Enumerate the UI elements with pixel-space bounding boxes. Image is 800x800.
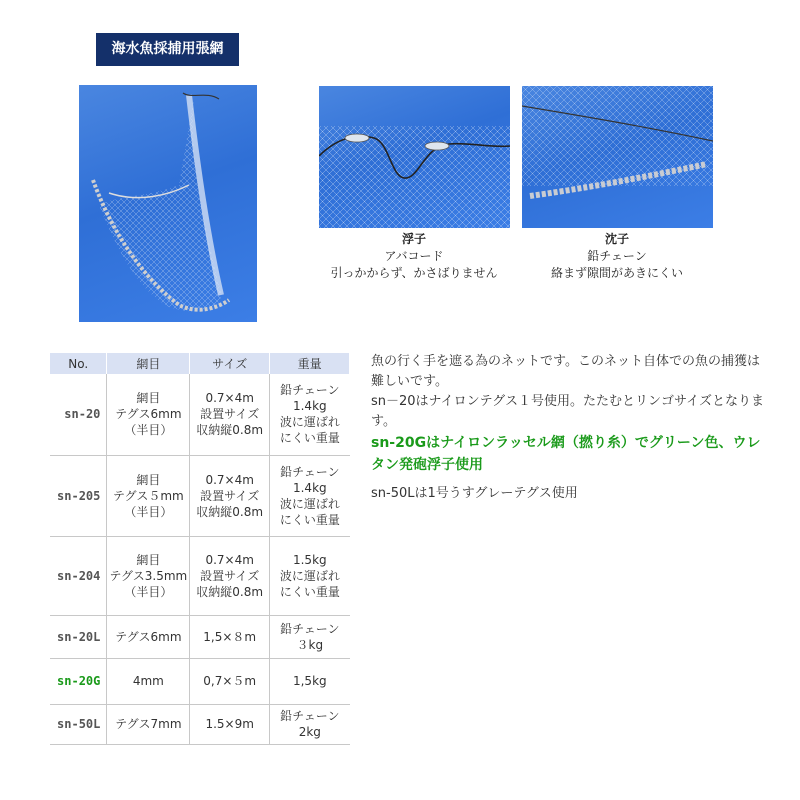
cell-line: 1.4kg [292, 399, 327, 414]
cell-line: 1,5kg [292, 674, 327, 688]
sinker-caption-line1: 鉛チェーン [587, 249, 647, 263]
row-weight [270, 536, 350, 615]
row-no: sn-20G [50, 658, 107, 704]
table-header-row [50, 353, 350, 374]
row-size [190, 658, 270, 704]
cell-line: （半目） [124, 504, 173, 519]
cell-line: にくい重量 [279, 584, 340, 599]
description-paragraph: sn－20はナイロンテグス１号使用。たたむとリンゴサイズとなります。 [371, 394, 764, 429]
sinker-caption [510, 231, 724, 282]
cell-line: 1.5kg [292, 552, 327, 567]
row-mesh [107, 704, 190, 744]
row-no: sn-205 [50, 455, 107, 536]
table-row [50, 374, 350, 455]
cell-line: 収納縦0.8m [196, 584, 264, 599]
cell-line: テグス6mm [115, 407, 182, 422]
row-size [190, 615, 270, 658]
cell-line: テグス7mm [115, 717, 182, 731]
row-mesh [107, 658, 190, 704]
row-mesh [107, 374, 190, 455]
cell-line: 1.5×9m [205, 717, 254, 731]
description-paragraph: sn-50Lは1号うすグレーテグス使用 [371, 486, 578, 501]
cell-line: 鉛チェーン [280, 709, 340, 723]
row-no: sn-20 [50, 374, 107, 455]
cell-line: 収納縦0.8m [196, 423, 264, 438]
row-no: sn-50L [50, 704, 107, 744]
header-size: サイズ [190, 353, 270, 374]
cell-line: 波に運ばれ [279, 496, 340, 511]
float-photo [319, 86, 510, 228]
cell-line: 鉛チェーン [280, 383, 340, 398]
float-caption-line2: 引っかからず、かさばりません [330, 266, 498, 280]
row-size [190, 536, 270, 615]
cell-line: 0.7×4m [205, 472, 254, 487]
row-no: sn-20L [50, 615, 107, 658]
cell-line: 鉛チェーン [280, 464, 340, 479]
cell-line: 設置サイズ [200, 488, 260, 503]
header-weight: 重量 [270, 353, 350, 374]
row-weight [270, 658, 350, 704]
cell-line: 網目 [136, 472, 161, 487]
cell-line: にくい重量 [279, 431, 340, 446]
cell-line: ３kg [296, 637, 324, 652]
table-row [50, 704, 350, 744]
spec-table [50, 353, 350, 745]
cell-line: 網目 [136, 552, 161, 567]
row-weight [270, 374, 350, 455]
cell-line: 設置サイズ [200, 407, 260, 422]
sinker-caption-line2: 絡まず隙間があきにくい [550, 266, 683, 280]
cell-line: 網目 [136, 391, 161, 406]
cell-line: テグス3.5mm [109, 568, 188, 583]
header-mesh: 網目 [107, 353, 190, 374]
cell-line: 0,7×５m [203, 674, 257, 688]
description-paragraph: 魚の行く手を遮る為のネットです。このネット自体での魚の捕獲は難しいです。 [371, 354, 760, 389]
row-mesh [107, 536, 190, 615]
cell-line: 1.4kg [292, 480, 327, 495]
table-row [50, 615, 350, 658]
row-size [190, 374, 270, 455]
net-photo [79, 85, 257, 322]
cell-line: （半目） [124, 423, 173, 438]
page-title: 海水魚採捕用張網 [96, 33, 239, 66]
cell-line: 波に運ばれ [279, 568, 340, 583]
float-caption-title: 浮子 [401, 232, 426, 246]
sinker-chain-photo [522, 86, 713, 228]
cell-line: テグス５mm [112, 488, 184, 503]
cell-line: 鉛チェーン [280, 621, 340, 636]
row-weight [270, 704, 350, 744]
cell-line: 0.7×4m [205, 391, 254, 406]
row-size [190, 455, 270, 536]
cell-line: 設置サイズ [200, 568, 260, 583]
product-description [371, 352, 771, 504]
header-no: No. [50, 353, 107, 374]
table-row [50, 658, 350, 704]
description-highlight: sn-20Gはナイロンラッセル網（撚り糸）でグリーン色、ウレタン発砲浮子使用 [371, 435, 761, 473]
table-row [50, 536, 350, 615]
cell-line: 0.7×4m [205, 552, 254, 567]
cell-line: 1,5×８m [203, 629, 257, 644]
row-no: sn-204 [50, 536, 107, 615]
float-caption-line1: アバコード [384, 249, 444, 263]
cell-line: （半目） [124, 584, 173, 599]
cell-line: 収納縦0.8m [196, 504, 264, 519]
cell-line: 波に運ばれ [279, 415, 340, 430]
row-weight [270, 615, 350, 658]
row-mesh [107, 615, 190, 658]
row-weight [270, 455, 350, 536]
table-row [50, 455, 350, 536]
sinker-caption-title: 沈子 [604, 232, 629, 246]
row-mesh [107, 455, 190, 536]
float-caption [300, 231, 528, 282]
cell-line: テグス6mm [115, 629, 182, 644]
cell-line: 2kg [298, 725, 321, 739]
cell-line: 4mm [132, 674, 164, 688]
row-size [190, 704, 270, 744]
cell-line: にくい重量 [279, 512, 340, 527]
